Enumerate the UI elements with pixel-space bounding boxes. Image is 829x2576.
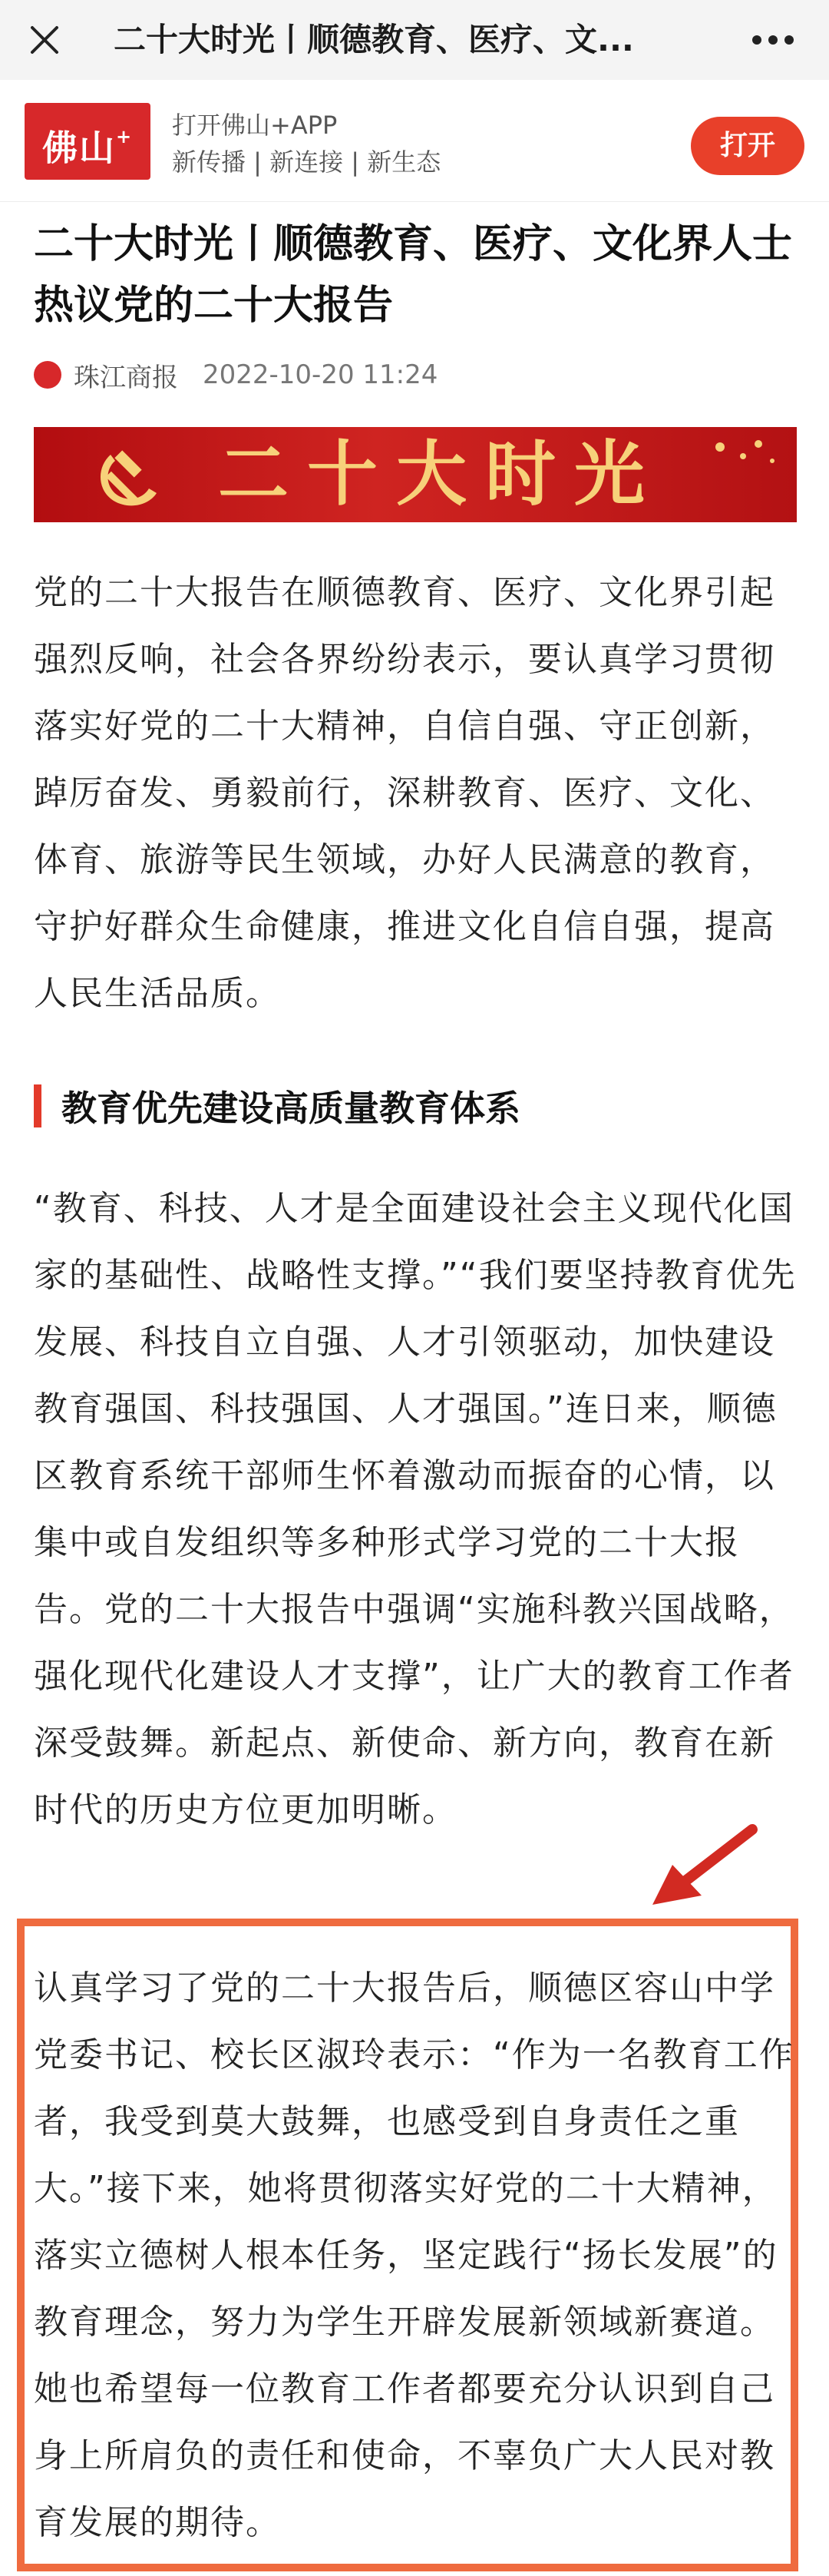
section-accent-bar [34,1084,41,1127]
app-promo-title: 打开佛山+APP [172,111,338,140]
section-heading-text: 教育优先建设高质量教育体系 [61,1088,520,1129]
page-title: 二十大时光丨顺德教育、医疗、文... [114,21,634,58]
app-logo: 佛山+ [25,103,150,180]
banner-text: 二十大时光 [218,433,664,515]
section-heading [34,1080,520,1132]
more-dots-icon[interactable] [746,23,800,57]
decorative-dots [689,435,781,481]
article-title: 二十大时光丨顺德教育、医疗、文化界人士热议党的二十大报告 [34,221,793,329]
app-promo-subtitle: 新传播 | 新连接 | 新生态 [172,147,441,177]
top-nav-bar [0,0,829,81]
source-name[interactable]: 珠江商报 [74,362,178,393]
article-banner [34,427,797,522]
arrow-annotation-icon [645,1819,760,1911]
source-avatar[interactable] [34,361,61,389]
open-app-button[interactable]: 打开 [691,117,804,175]
paragraph-education: “教育、科技、人才是全面建设社会主义现代化国家的基础性、战略性支撑。”“我们要坚持教育优先发展、科技自立自强、人才引领驱动，加快建设教育强国、科技强国、人才强国。”连日来，顺德区教育系统干部师生怀着激动而振奋的心情，以集中或自发组织等多种形式学习党的二十大报告。党的二十大报告中强调“实施科教兴国战略，强化现代化建设人才支撑”，让广大的教育工作者深受鼓舞。新起点、新使命、新方向，教育在新时代的历史方位更加明晰。 [34,1189,797,1829]
publish-time: 2022-10-20 11:24 [203,359,438,390]
paragraph-highlighted: 认真学习了党的二十大报告后，顺德区容山中学党委书记、校长区淑玲表示：“作为一名教育工作者，我受到莫大鼓舞，也感受到自身责任之重大。”接下来，她将贯彻落实好党的二十大精神，落实立德树人根本任务，坚定践行“扬长发展”的教育理念，努力为学生开辟发展新领域新赛道。她也希望每一位教育工作者都要充分认识到自己身上所肩负的责任和使命，不辜负广大人民对教育发展的期待。 [34,1968,794,2542]
close-icon[interactable] [25,20,64,60]
app-promo-bar [0,80,829,202]
hammer-sickle-icon [88,439,167,513]
article-meta [34,356,438,393]
paragraph-intro: 党的二十大报告在顺德教育、医疗、文化界引起强烈反响，社会各界纷纷表示，要认真学习贯彻落实好党的二十大精神，自信自强、守正创新，踔厉奋发、勇毅前行，深耕教育、医疗、文化、体育、旅游等民生领域，办好人民满意的教育，守护好群众生命健康，推进文化自信自强，提高人民生活品质。 [34,573,775,1013]
